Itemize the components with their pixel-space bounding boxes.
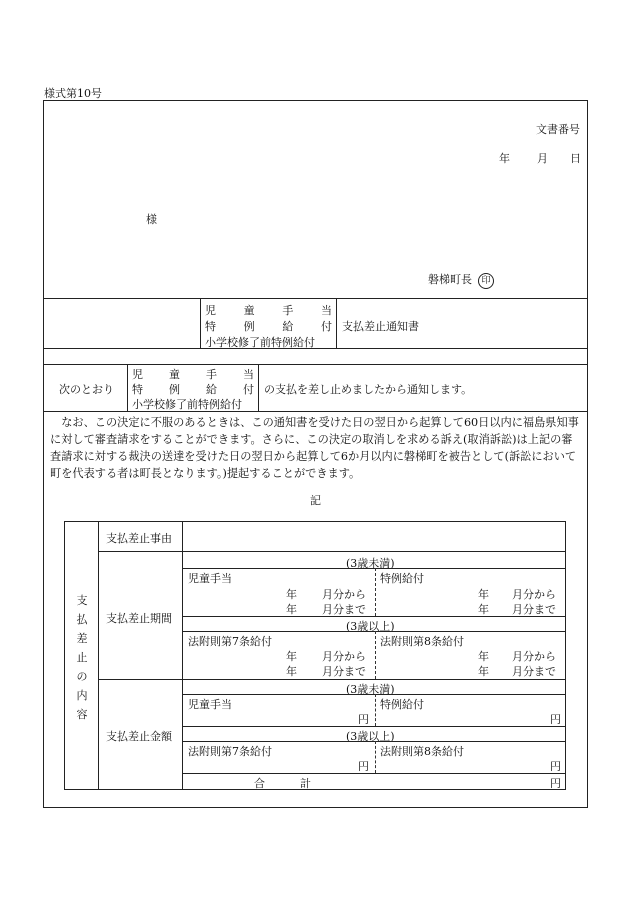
notice-paragraph: なお、この決定に不服のあるときは、この通知書を受けた日の翌日から起算して60日以内に福島県知事に対して審査請求をすることができます。さらに、この決定の取消しを求める訴え(取消訴訟)は上記の審査請求に対する裁決の送達を受けた日の翌日から起算して6か月以内に磐梯町を被告として(訴訟において町を代表する者は町長となります。)提起することができます。 [50, 416, 579, 480]
divider [98, 521, 99, 790]
amount-over3-heading: (3歳以上) [346, 730, 395, 743]
divider [375, 631, 376, 679]
amount-special-benefit: 特例給付 [380, 698, 424, 711]
document-number-label: 文書番号 [536, 123, 580, 136]
divider [375, 568, 376, 616]
divider [258, 364, 259, 411]
period-year: 年 [478, 588, 489, 601]
issuer [428, 271, 494, 289]
divider [43, 411, 588, 412]
table-side-label: 支 払 差 止 の 内 容 [76, 594, 88, 721]
divider [375, 741, 376, 773]
lead-text: 次のとおり [59, 383, 114, 396]
period-year: 年 [286, 650, 297, 663]
lead-benefit-3: 小学校修了前特例給付 [132, 398, 242, 411]
total-yen: 円 [550, 777, 561, 790]
period-year: 年 [478, 650, 489, 663]
total-label-2: 計 [300, 777, 311, 790]
divider [200, 298, 201, 348]
date-day: 日 [570, 152, 581, 165]
lead-benefit-2: 特 例 給 付 [132, 383, 254, 396]
divider [182, 773, 566, 774]
amount-yen: 円 [550, 760, 561, 773]
period-year: 年 [286, 588, 297, 601]
period-month-to: 月分まで [322, 665, 366, 678]
period-month-to: 月分まで [322, 603, 366, 616]
period-month-from: 月分から [512, 588, 556, 601]
period-month-from: 月分から [512, 650, 556, 663]
benefit-type-3: 小学校修了前特例給付 [205, 336, 315, 349]
period-article8: 法附則第8条給付 [380, 635, 464, 648]
seal-mark: 印 [478, 273, 494, 289]
amount-article7: 法附則第7条給付 [188, 745, 272, 758]
ki-heading: 記 [310, 494, 321, 507]
benefit-type-1: 児 童 手 当 [205, 304, 332, 317]
divider [127, 364, 128, 411]
total-label-1: 合 [254, 777, 265, 790]
divider [43, 298, 588, 299]
period-under3-heading: (3歳未満) [346, 557, 395, 570]
period-over3-heading: (3歳以上) [346, 620, 395, 633]
amount-yen: 円 [358, 713, 369, 726]
period-year: 年 [478, 603, 489, 616]
divider [182, 726, 566, 727]
period-month-to: 月分まで [512, 665, 556, 678]
divider [182, 616, 566, 617]
period-year: 年 [286, 603, 297, 616]
period-month-from: 月分から [322, 650, 366, 663]
period-month-to: 月分まで [512, 603, 556, 616]
divider [182, 741, 566, 742]
date-month: 月 [537, 152, 548, 165]
benefit-type-2: 特 例 給 付 [205, 320, 332, 333]
period-child-allowance: 児童手当 [188, 572, 232, 585]
divider [182, 694, 566, 695]
lead-benefit-1: 児 童 手 当 [132, 368, 254, 381]
divider [98, 679, 566, 680]
divider [375, 694, 376, 726]
amount-yen: 円 [550, 713, 561, 726]
divider [98, 551, 566, 552]
form-number: 様式第10号 [44, 87, 102, 100]
amount-article8: 法附則第8条給付 [380, 745, 464, 758]
document-title: 支払差止通知書 [342, 320, 419, 333]
divider [182, 521, 183, 790]
period-year: 年 [478, 665, 489, 678]
date-year: 年 [499, 152, 510, 165]
amount-label: 支払差止金額 [106, 730, 172, 743]
detail-table [64, 521, 566, 790]
recipient-suffix: 様 [146, 213, 157, 226]
divider [43, 364, 588, 365]
amount-yen: 円 [358, 760, 369, 773]
period-month-from: 月分から [322, 588, 366, 601]
amount-under3-heading: (3歳未満) [346, 683, 395, 696]
lead-suffix: の支払を差し止めましたから通知します。 [264, 383, 473, 396]
divider [336, 298, 337, 348]
divider [182, 568, 566, 569]
period-article7: 法附則第7条給付 [188, 635, 272, 648]
issuer-name: 磐梯町長 [428, 273, 472, 286]
amount-child-allowance: 児童手当 [188, 698, 232, 711]
period-label: 支払差止期間 [106, 612, 172, 625]
divider [182, 631, 566, 632]
reason-label: 支払差止事由 [106, 532, 172, 545]
period-year: 年 [286, 665, 297, 678]
period-special-benefit: 特例給付 [380, 572, 424, 585]
divider [43, 348, 588, 349]
